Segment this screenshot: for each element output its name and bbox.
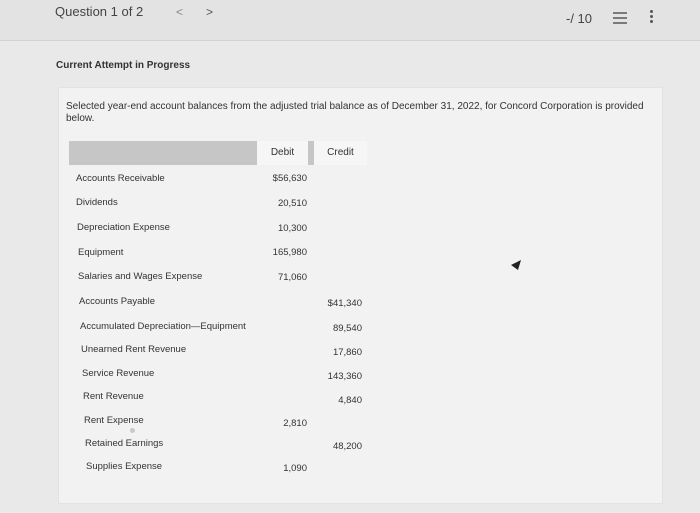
account-label: Unearned Rent Revenue [81,344,187,355]
credit-value: 143,360 [327,371,362,382]
account-label: Rent Expense [84,415,144,426]
account-label: Service Revenue [82,368,155,379]
account-label: Equipment [78,247,124,258]
account-label: Salaries and Wages Expense [78,271,203,282]
top-bar [0,0,700,41]
debit-value: 1,090 [283,463,307,474]
credit-value: 17,860 [332,347,362,358]
debit-value: 165,980 [272,247,307,258]
mouse-cursor-icon [510,259,522,271]
account-label: Accumulated Depreciation—Equipment [80,321,246,332]
kebab-icon[interactable] [650,10,654,25]
account-label: Accounts Payable [79,296,156,307]
debit-value: $56,630 [272,173,307,184]
credit-value: $41,340 [327,298,362,309]
debit-value: 2,810 [283,418,307,429]
credit-value: 4,840 [338,395,362,406]
prev-question-button[interactable]: < [176,5,184,19]
next-question-button[interactable]: > [206,5,214,19]
account-label: Accounts Receivable [76,173,165,184]
focus-dot [130,428,135,433]
debit-value: 10,300 [277,223,307,234]
account-label: Rent Revenue [83,391,144,402]
credit-value: 48,200 [332,441,362,452]
question-intro: Selected year-end account balances from the adjusted trial balance as of December 31, 2022, for Concord Corporation is provided below. [66,101,644,124]
account-label: Retained Earnings [85,438,164,449]
account-label: Depreciation Expense [77,222,170,233]
credit-value: 89,540 [332,323,362,334]
account-label: Supplies Expense [86,461,163,472]
list-icon[interactable] [613,12,627,24]
debit-value: 71,060 [277,272,307,283]
debit-header: Debit [257,141,308,165]
score-display: -/ 10 [566,11,593,26]
attempt-status: Current Attempt in Progress [56,60,191,71]
account-label: Dividends [76,197,118,208]
credit-header: Credit [314,141,367,165]
debit-value: 20,510 [277,198,307,209]
question-title: Question 1 of 2 [55,4,144,19]
